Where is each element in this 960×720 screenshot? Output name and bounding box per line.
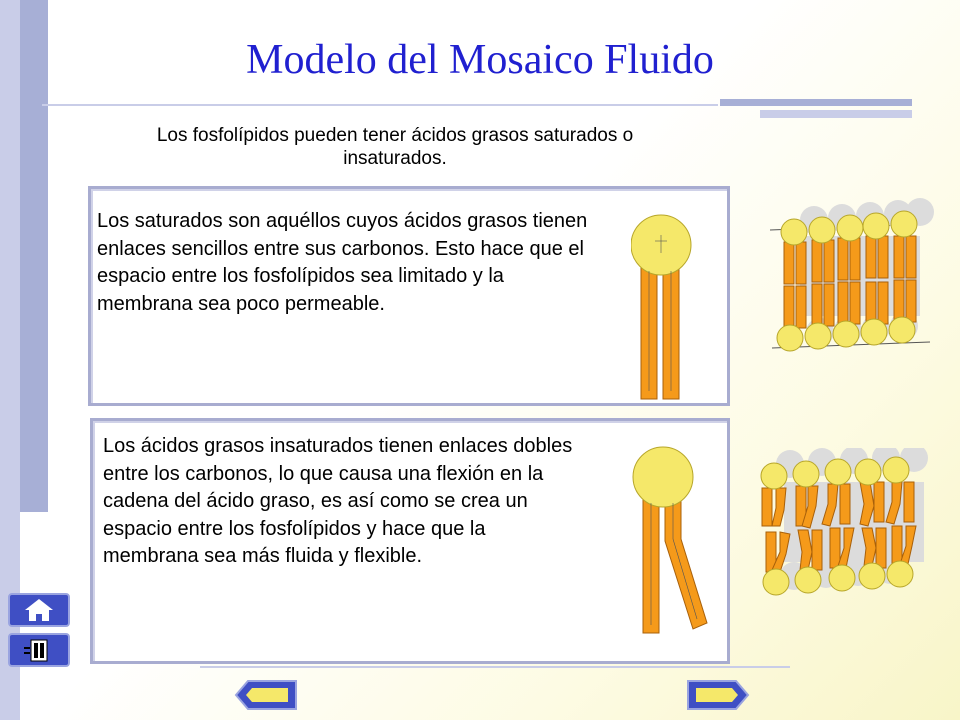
saturated-text: Los saturados son aquéllos cuyos ácidos grasos tienen enlaces sencillos entre sus carbonos. Esto hace que el espacio entre los fosfolípidos sea limitado y la membrana sea poco permeable.	[97, 210, 588, 315]
home-icon	[10, 595, 68, 625]
slide-title: Modelo del Mosaico Fluido	[246, 37, 714, 83]
unsaturated-phospholipid-image	[631, 443, 711, 639]
unsaturated-bilayer-image	[750, 448, 946, 604]
unsaturated-text: Los ácidos grasos insaturados tienen enlaces dobles entre los carbonos, lo que causa una flexión en la cadena del ácido graso, es así como se crea un espacio entre los fosfolípidos y hace que la membrana sea más fluida y flexible.	[103, 435, 573, 567]
help-book-icon	[10, 635, 68, 665]
forward-arrow-icon[interactable]	[686, 678, 750, 712]
saturated-bilayer-image	[770, 196, 950, 356]
help-button[interactable]	[8, 633, 70, 667]
home-button[interactable]	[8, 593, 70, 627]
footer-divider	[200, 666, 790, 668]
title-decor-bar-2	[760, 110, 912, 118]
title-divider	[42, 104, 718, 106]
slide-subtitle: Los fosfolípidos pueden tener ácidos grasos saturados o insaturados.	[156, 125, 634, 169]
saturated-panel	[88, 186, 730, 406]
title-decor-bar	[720, 99, 912, 106]
unsaturated-panel	[90, 418, 730, 664]
saturated-phospholipid-image	[631, 211, 695, 403]
back-arrow-icon[interactable]	[234, 678, 298, 712]
